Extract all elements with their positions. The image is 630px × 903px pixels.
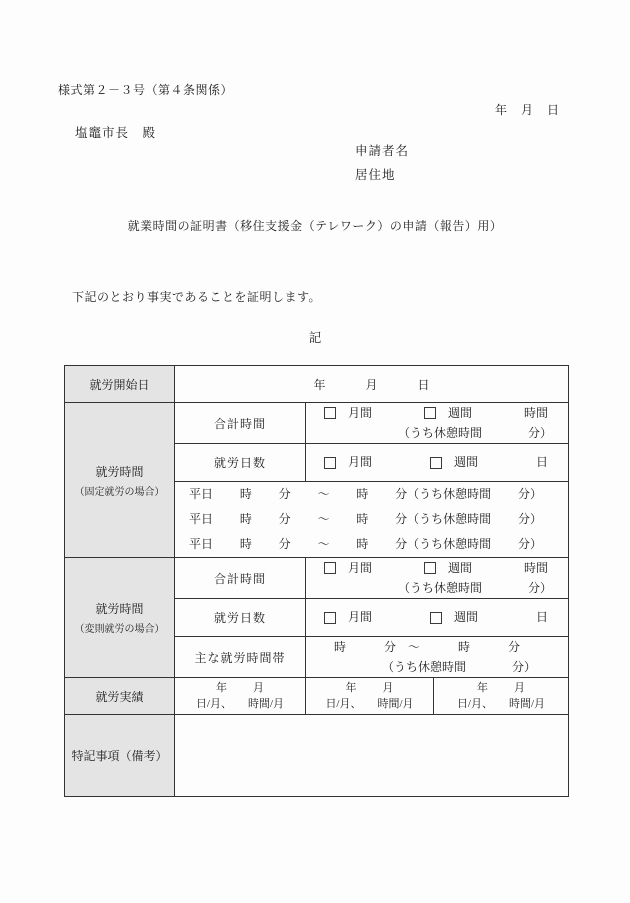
fixed-total-weekly-option: [424, 405, 472, 422]
irregular-section-label: [65, 558, 175, 678]
break-unit-label: 分）: [517, 537, 542, 551]
start-date-month-label: 月: [365, 377, 378, 392]
minute-label: 分: [278, 537, 291, 551]
results-cell-1: [175, 678, 306, 715]
fixed-days-cell: [306, 444, 569, 482]
irregular-days-monthly-label: 月間: [348, 610, 373, 624]
results-year-label: 年: [345, 682, 357, 694]
fixed-days-monthly-label: 月間: [348, 455, 373, 469]
irregular-days-unit-label: 日: [535, 610, 548, 624]
hour-label: 時: [356, 512, 369, 526]
form-number: 様式第２－３号（第４条関係）: [58, 83, 234, 97]
irregular-days-weekly-option: [430, 609, 478, 626]
row-notes: [65, 715, 569, 797]
irregular-band-label: 主な就労時間帯: [175, 637, 306, 678]
irregular-total-weekly-label: 週間: [447, 560, 472, 575]
start-date-year-label: 年: [313, 377, 326, 392]
irregular-total-label: 合計時間: [175, 558, 306, 599]
fixed-days-weekly-label: 週間: [453, 455, 478, 469]
results-hours-per-month-label: 時間/月: [377, 698, 414, 710]
irregular-total-cell: [306, 558, 569, 599]
irregular-total-unit-label: 時間: [523, 560, 548, 575]
checkbox-icon: [424, 407, 436, 419]
irregular-total-break-label: （うち休憩時間: [397, 580, 482, 595]
results-days-per-month-label: 日/月、: [195, 698, 232, 710]
certification-statement: 下記のとおり事実であることを証明します。: [72, 290, 322, 304]
minute-label: 分: [507, 639, 520, 654]
start-date-row-label: 就労開始日: [65, 366, 175, 403]
hour-label: 時: [239, 487, 252, 501]
irregular-days-cell: [306, 599, 569, 637]
irregular-band-cell: [306, 637, 569, 678]
header-date-line: [495, 101, 559, 118]
hour-label: 時: [239, 537, 252, 551]
fixed-weekday-times-cell: [175, 482, 569, 558]
fixed-total-unit-label: 時間: [523, 405, 548, 420]
irregular-total-monthly-option: [324, 560, 372, 577]
checkbox-icon: [324, 562, 336, 574]
start-date-cell: [175, 366, 569, 403]
irregular-band-break-unit: 分）: [511, 659, 536, 674]
row-start-date: [65, 366, 569, 403]
irregular-days-monthly-option: [324, 609, 372, 626]
minute-tilde-label: 分 ～: [383, 639, 420, 654]
results-year-label: 年: [477, 682, 488, 694]
checkbox-icon: [324, 457, 336, 469]
start-date-day-label: 日: [417, 377, 430, 392]
results-month-label: 月: [382, 682, 394, 694]
hour-label: 時: [356, 487, 369, 501]
minute-label: 分: [278, 512, 291, 526]
results-year-label: 年: [216, 682, 227, 694]
minute-label: 分: [278, 487, 291, 501]
irregular-total-weekly-option: [424, 560, 472, 577]
checkbox-icon: [324, 612, 336, 624]
fixed-total-break-unit: 分）: [527, 425, 552, 440]
checkbox-icon: [324, 407, 336, 419]
applicant-name-label: 申請者名: [355, 144, 410, 158]
checkbox-icon: [430, 612, 442, 624]
hour-label: 時: [334, 639, 347, 654]
tilde-separator: ～: [317, 537, 330, 551]
form-table: [64, 365, 569, 797]
fixed-days-label: 就労日数: [175, 444, 306, 482]
weekday-label: 平日: [189, 512, 214, 526]
tilde-separator: ～: [317, 487, 330, 501]
recipient-line: 塩竈市長 殿: [75, 126, 157, 140]
residence-label: 居住地: [355, 168, 396, 182]
hour-label: 時: [356, 537, 369, 551]
fixed-days-weekly-option: [430, 454, 478, 471]
date-day-label: 日: [547, 103, 560, 117]
irregular-band-break-label: （うち休憩時間: [381, 659, 466, 674]
weekday-time-line: [175, 532, 568, 557]
document-title: 就業時間の証明書（移住支援金（テレワーク）の申請（報告）用）: [127, 219, 503, 233]
row-irregular-total: [65, 558, 569, 599]
hour-label: 時: [239, 512, 252, 526]
row-results: [65, 678, 569, 715]
hour-label: 時: [457, 639, 470, 654]
irregular-total-monthly-label: 月間: [348, 560, 373, 575]
results-row-label: 就労実績: [65, 678, 175, 715]
fixed-total-break-label: （うち休憩時間: [397, 425, 482, 440]
results-month-label: 月: [514, 682, 525, 694]
date-year-label: 年: [495, 103, 508, 117]
weekday-label: 平日: [189, 487, 214, 501]
fixed-total-monthly-label: 月間: [348, 405, 373, 420]
minute-break-label: 分（うち休憩時間: [395, 487, 492, 501]
minute-break-label: 分（うち休憩時間: [395, 512, 492, 526]
weekday-time-line: [175, 482, 568, 507]
checkbox-icon: [424, 562, 436, 574]
fixed-section-label: [65, 403, 175, 558]
notes-cell: [175, 715, 569, 797]
results-cell-2: [306, 678, 434, 715]
results-hours-per-month-label: 時間/月: [248, 698, 285, 710]
fixed-section-label-sub: （固定就労の場合）: [74, 486, 165, 498]
fixed-days-monthly-option: [324, 454, 372, 471]
break-unit-label: 分）: [517, 512, 542, 526]
fixed-total-weekly-label: 週間: [447, 405, 472, 420]
irregular-total-break-unit: 分）: [527, 580, 552, 595]
irregular-section-label-sub: （変則就労の場合）: [74, 624, 165, 635]
fixed-total-label: 合計時間: [175, 403, 306, 444]
fixed-days-unit-label: 日: [535, 455, 548, 469]
tilde-separator: ～: [317, 512, 330, 526]
minute-break-label: 分（うち休憩時間: [395, 537, 492, 551]
notes-row-label: 特記事項（備考）: [65, 715, 175, 797]
irregular-days-label: 就労日数: [175, 599, 306, 637]
ki-marker: 記: [308, 331, 322, 345]
weekday-time-line: [175, 507, 568, 532]
results-days-per-month-label: 日/月、: [325, 698, 362, 710]
results-days-per-month-label: 日/月、: [456, 698, 493, 710]
weekday-label: 平日: [189, 537, 214, 551]
results-cell-3: [434, 678, 569, 715]
results-hours-per-month-label: 時間/月: [509, 698, 546, 710]
irregular-days-weekly-label: 週間: [453, 610, 478, 624]
irregular-section-label-main: 就労時間: [95, 602, 144, 616]
date-month-label: 月: [521, 103, 534, 117]
fixed-section-label-main: 就労時間: [95, 464, 144, 479]
fixed-total-monthly-option: [324, 405, 372, 422]
checkbox-icon: [430, 457, 442, 469]
results-month-label: 月: [253, 682, 264, 694]
fixed-total-cell: [306, 403, 569, 444]
row-fixed-total: [65, 403, 569, 444]
break-unit-label: 分）: [517, 487, 542, 501]
